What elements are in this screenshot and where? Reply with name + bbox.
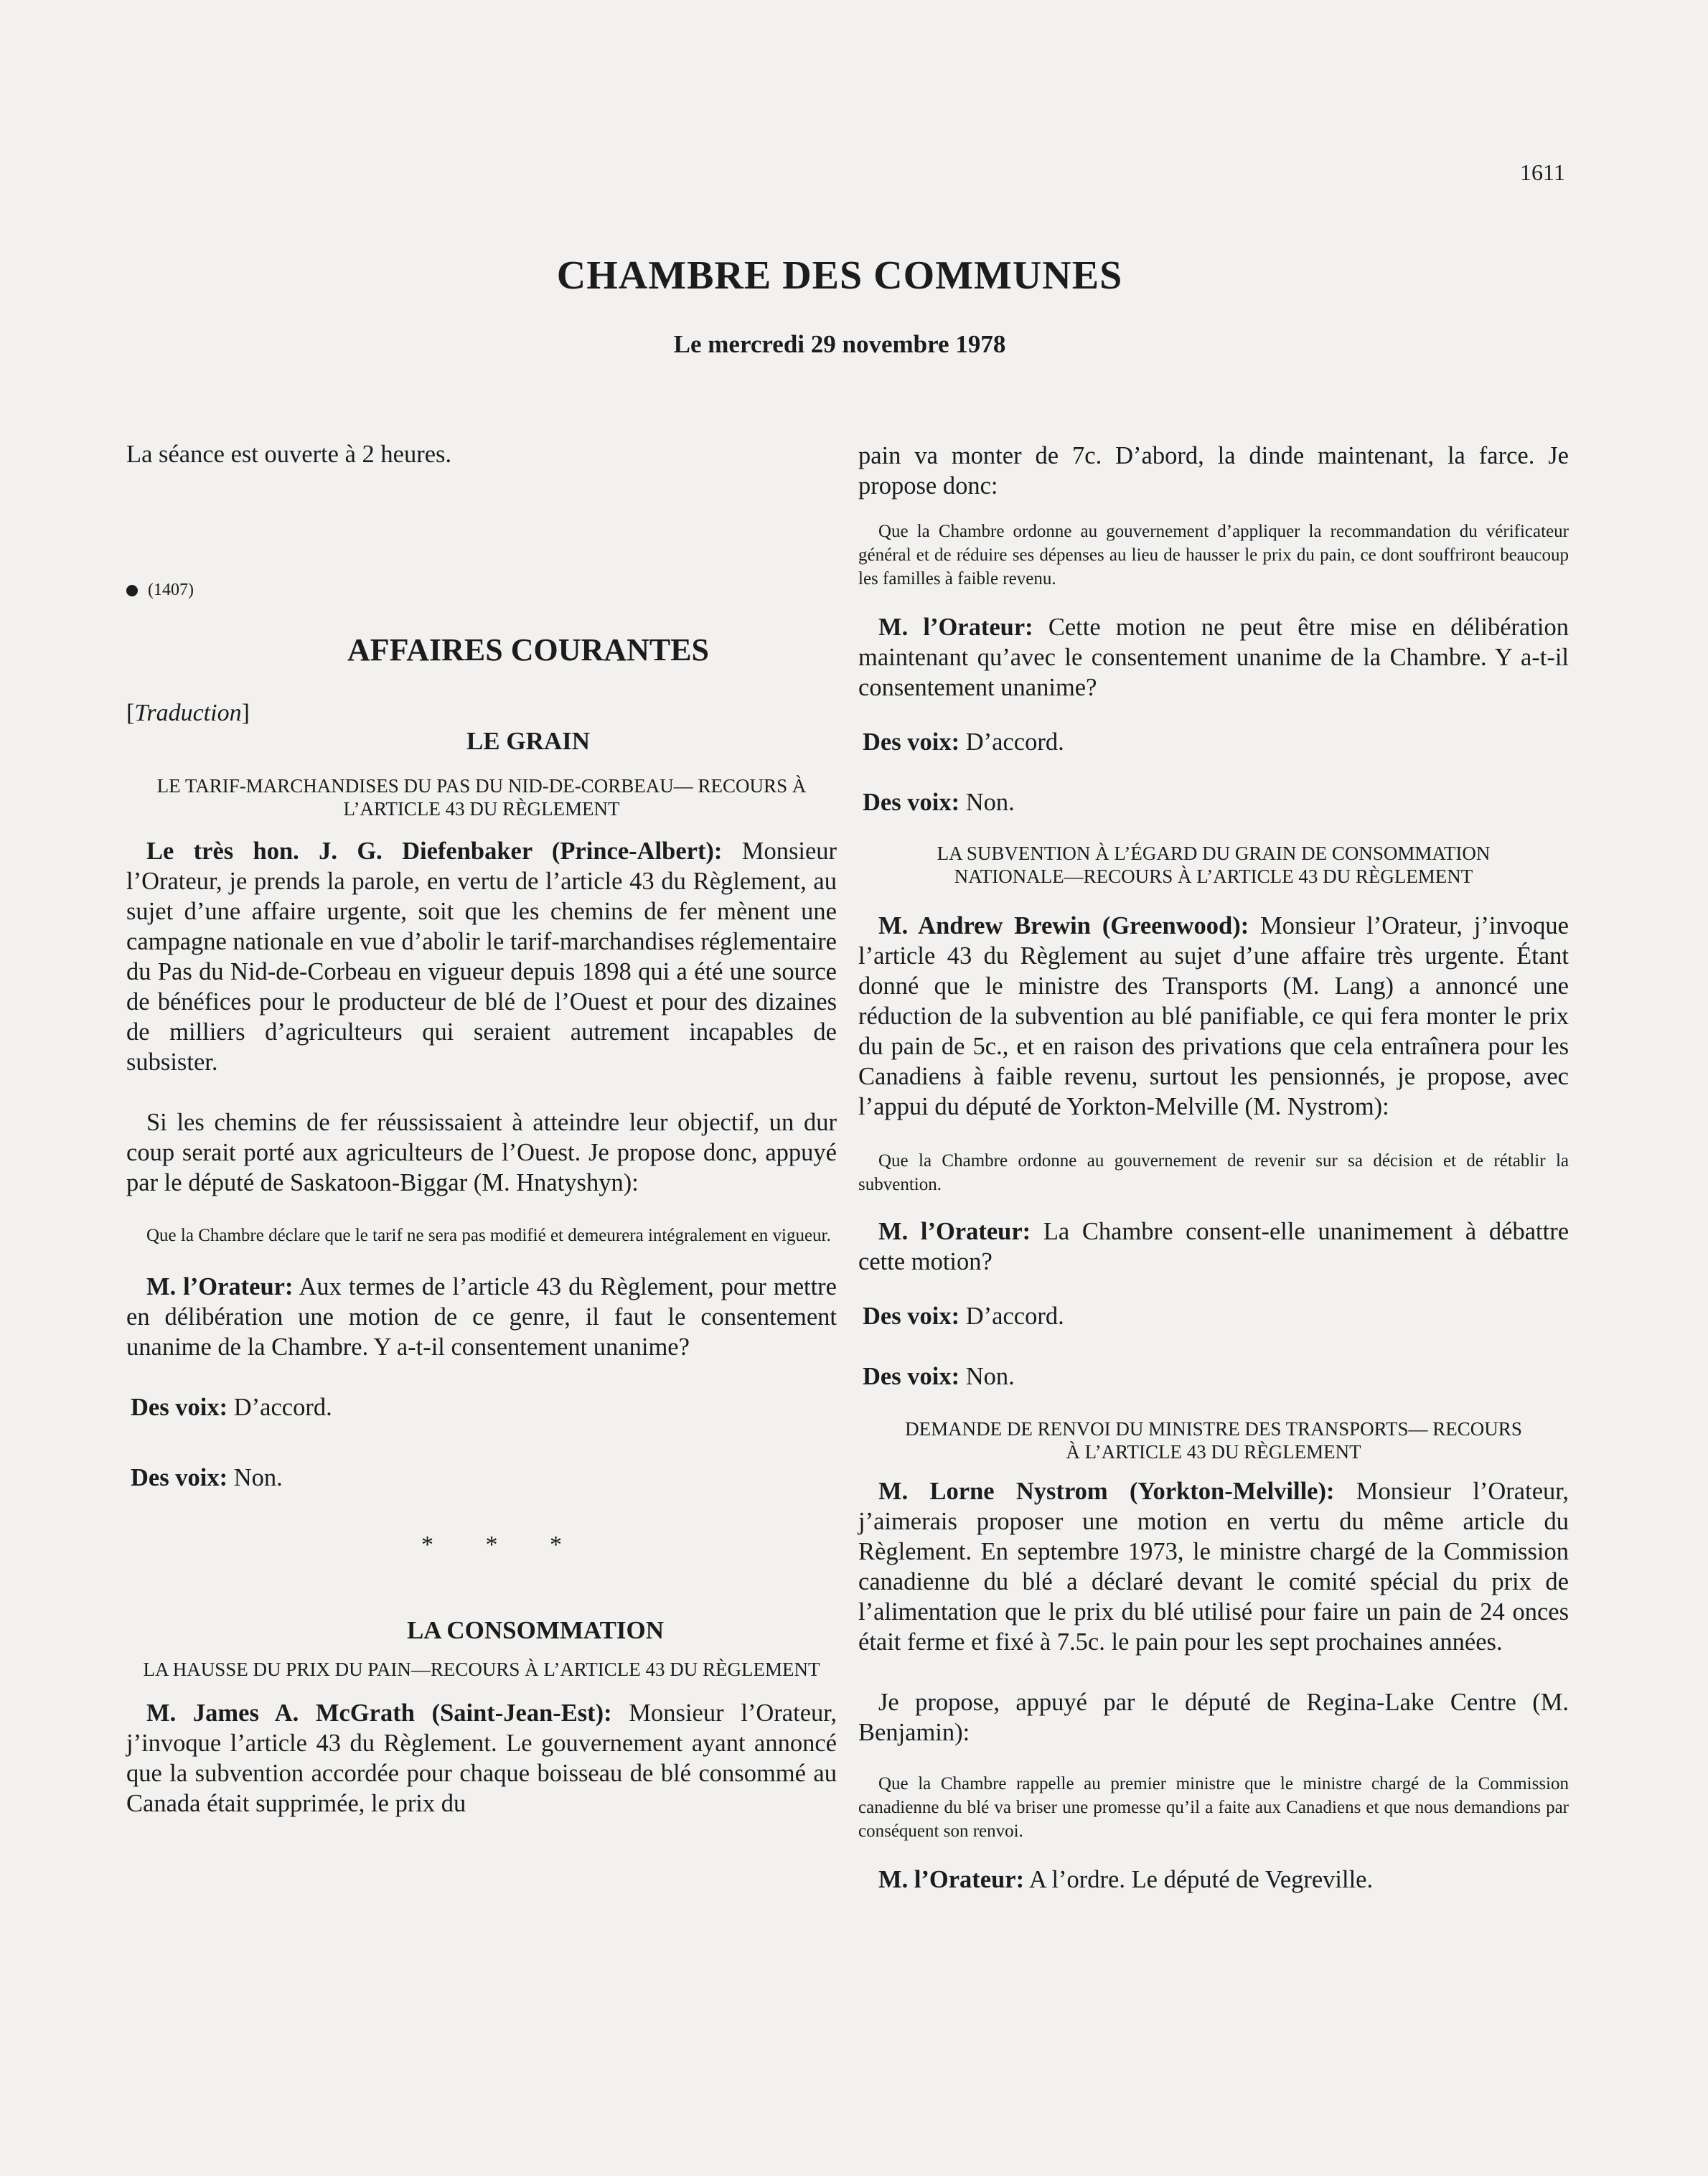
voices-text: D’accord. xyxy=(965,1303,1064,1330)
motion-tarif: Que la Chambre déclare que le tarif ne sera pas modifié et demeurera intégralement en vigueur. xyxy=(146,1226,831,1245)
voices-text: D’accord. xyxy=(233,1394,332,1421)
speech-diefenbaker-2: Si les chemins de fer réussissaient à atteindre leur objectif, un dur coup serait porté aux agriculteurs de l’Ouest. Je propose donc, appuyé par le député de Saskatoon-Biggar (M. Hnatyshyn): xyxy=(126,1109,837,1196)
speaker-mcgrath: M. James A. McGrath (Saint-Jean-Est): xyxy=(146,1699,612,1727)
speech-text: Cette motion ne peut être mise en délibération maintenant qu’avec le consentement unanime de la Chambre. Y a-t-il consentement unanime? xyxy=(858,614,1569,701)
subject-heading-consommation: LA CONSOMMATION xyxy=(406,1616,665,1644)
subheading-subvention: LA SUBVENTION À L’ÉGARD DU GRAIN DE CONSOMMATION NATIONALE—RECOURS À L’ARTICLE 43 DU RÈGLEMENT xyxy=(937,843,1491,887)
voices-agree xyxy=(858,727,1569,757)
translation-note: [Traduction] xyxy=(126,700,250,726)
voices-disagree xyxy=(126,1463,837,1493)
speech-speaker-2 xyxy=(858,612,1569,703)
speech-nystrom-2: Je propose, appuyé par le député de Regina-Lake Centre (M. Benjamin): xyxy=(858,1689,1569,1746)
subheading-prix-pain: LA HAUSSE DU PRIX DU PAIN—RECOURS À L’ARTICLE 43 DU RÈGLEMENT xyxy=(143,1659,820,1680)
voices-label: Des voix: xyxy=(863,789,960,816)
speech-text: Monsieur l’Orateur, j’invoque l’article 43 du Règlement au sujet d’une affaire très urgente. Étant donné que le ministre des Transports (M. Lang) a annoncé une réduction de la subvention au blé panifiable, ce qui fera monter le prix du pain de 5c., et en raison des privations que cela entraînera pour les Canadiens à faible revenu, surtout les pensionnés, je propose, avec l’appui du député de Yorkton-Melville (M. Nystrom): xyxy=(858,912,1569,1120)
speaker-nystrom: M. Lorne Nystrom (Yorkton-Melville): xyxy=(878,1478,1335,1505)
subheading-nid-de-corbeau: LE TARIF-MARCHANDISES DU PAS DU NID-DE-CORBEAU— RECOURS À L’ARTICLE 43 DU RÈGLEMENT xyxy=(156,775,807,820)
voices-agree xyxy=(858,1301,1569,1331)
opening-line: La séance est ouverte à 2 heures. xyxy=(126,441,452,468)
speech-text: Monsieur l’Orateur, j’aimerais proposer une motion en vertu du même article du Règlement. En septembre 1973, le ministre chargé de la Commission canadienne du blé a déclaré devant le comité spécial du prix de l’alimentation que le prix du blé utilisé pour faire un pain de 24 onces était ferme et fixé à 7.5c. le pain pour les sept prochaines années. xyxy=(858,1478,1569,1656)
voices-text: Non. xyxy=(233,1464,283,1491)
voices-label: Des voix: xyxy=(863,728,960,756)
page-number: 1611 xyxy=(1520,159,1565,185)
speech-text: Monsieur l’Orateur, je prends la parole, en vertu de l’article 43 du Règlement, au sujet d’une affaire urgente, soit que les chemins de fer mènent une campagne nationale en vue d’abolir le tarif-marchandises réglementaire du Pas du Nid-de-Corbeau en vigueur depuis 1898 qui a été une source de bénéfices pour le producteur de blé de l’Ouest et pour des dizaines de milliers d’agriculteurs qui seraient autrement incapables de subsister. xyxy=(126,838,837,1076)
speech-speaker-3 xyxy=(858,1216,1569,1277)
voices-text: D’accord. xyxy=(965,728,1064,756)
motion-retablir: Que la Chambre ordonne au gouvernement de revenir sur sa décision et de rétablir la subvention. xyxy=(858,1151,1569,1194)
speech-speaker-1 xyxy=(126,1272,837,1362)
sitting-date: Le mercredi 29 novembre 1978 xyxy=(673,330,1006,358)
separator-stars: * * * xyxy=(421,1532,585,1558)
speaker-orateur: M. l’Orateur: xyxy=(146,1273,294,1300)
speech-text: Aux termes de l’article 43 du Règlement, pour mettre en délibération une motion de ce genre, il faut le consentement unanime de la Chambre. Y a-t-il consentement unanime? xyxy=(126,1273,837,1361)
subject-heading-grain: LE GRAIN xyxy=(466,727,591,755)
speech-mcgrath-cont: pain va monter de 7c. D’abord, la dinde maintenant, la farce. Je propose donc: xyxy=(858,442,1569,500)
translation-note-label: Traduction xyxy=(134,700,242,726)
voices-text: Non. xyxy=(965,1363,1015,1390)
bullet-icon xyxy=(126,585,138,596)
speaker-brewin: M. Andrew Brewin (Greenwood): xyxy=(878,912,1249,939)
speech-text: A l’ordre. Le député de Vegreville. xyxy=(1028,1866,1374,1893)
subheading-renvoi: DEMANDE DE RENVOI DU MINISTRE DES TRANSPORTS— RECOURS À L’ARTICLE 43 DU RÈGLEMENT xyxy=(905,1418,1522,1463)
voices-text: Non. xyxy=(965,789,1015,816)
voices-agree xyxy=(126,1392,837,1422)
speech-brewin xyxy=(858,911,1569,1122)
voices-disagree xyxy=(858,1361,1569,1392)
speaker-orateur: M. l’Orateur: xyxy=(878,1866,1025,1893)
voices-label: Des voix: xyxy=(131,1464,228,1491)
section-heading: AFFAIRES COURANTES xyxy=(347,632,710,667)
voices-label: Des voix: xyxy=(863,1363,960,1390)
speech-nystrom xyxy=(858,1476,1569,1657)
speaker-orateur: M. l’Orateur: xyxy=(878,1218,1031,1245)
right-column xyxy=(858,436,1569,1895)
motion-renvoi: Que la Chambre rappelle au premier ministre que le ministre chargé de la Commission canadienne du blé va briser une promesse qu’il a faite aux Canadiens et que nous demandions par conséquent son renvoi. xyxy=(858,1774,1569,1841)
motion-verificateur: Que la Chambre ordonne au gouvernement d’appliquer la recommandation du vérificateur général et de réduire ses dépenses au lieu de hausser le prix du pain, ce dont souffriront beaucoup les familles à faible revenu. xyxy=(858,522,1569,588)
speech-text: La Chambre consent-elle unanimement à débattre cette motion? xyxy=(858,1218,1569,1275)
left-column xyxy=(126,436,837,1819)
voices-label: Des voix: xyxy=(863,1303,960,1330)
timestamp: (1407) xyxy=(148,581,194,599)
speech-text: Monsieur l’Orateur, j’invoque l’article 43 du Règlement. Le gouvernement ayant annoncé que la subvention accordée pour chaque boisseau de blé consommé au Canada était supprimée, le prix du xyxy=(126,1699,837,1817)
timestamp-marker xyxy=(126,581,837,600)
voices-label: Des voix: xyxy=(131,1394,228,1421)
speech-speaker-4 xyxy=(858,1865,1569,1895)
speech-mcgrath xyxy=(126,1698,837,1819)
speaker-diefenbaker: Le très hon. J. G. Diefenbaker (Prince-Albert): xyxy=(146,838,723,865)
page-title: CHAMBRE DES COMMUNES xyxy=(556,253,1123,298)
voices-disagree xyxy=(858,787,1569,817)
speaker-orateur: M. l’Orateur: xyxy=(878,614,1033,641)
speech-diefenbaker xyxy=(126,836,837,1077)
